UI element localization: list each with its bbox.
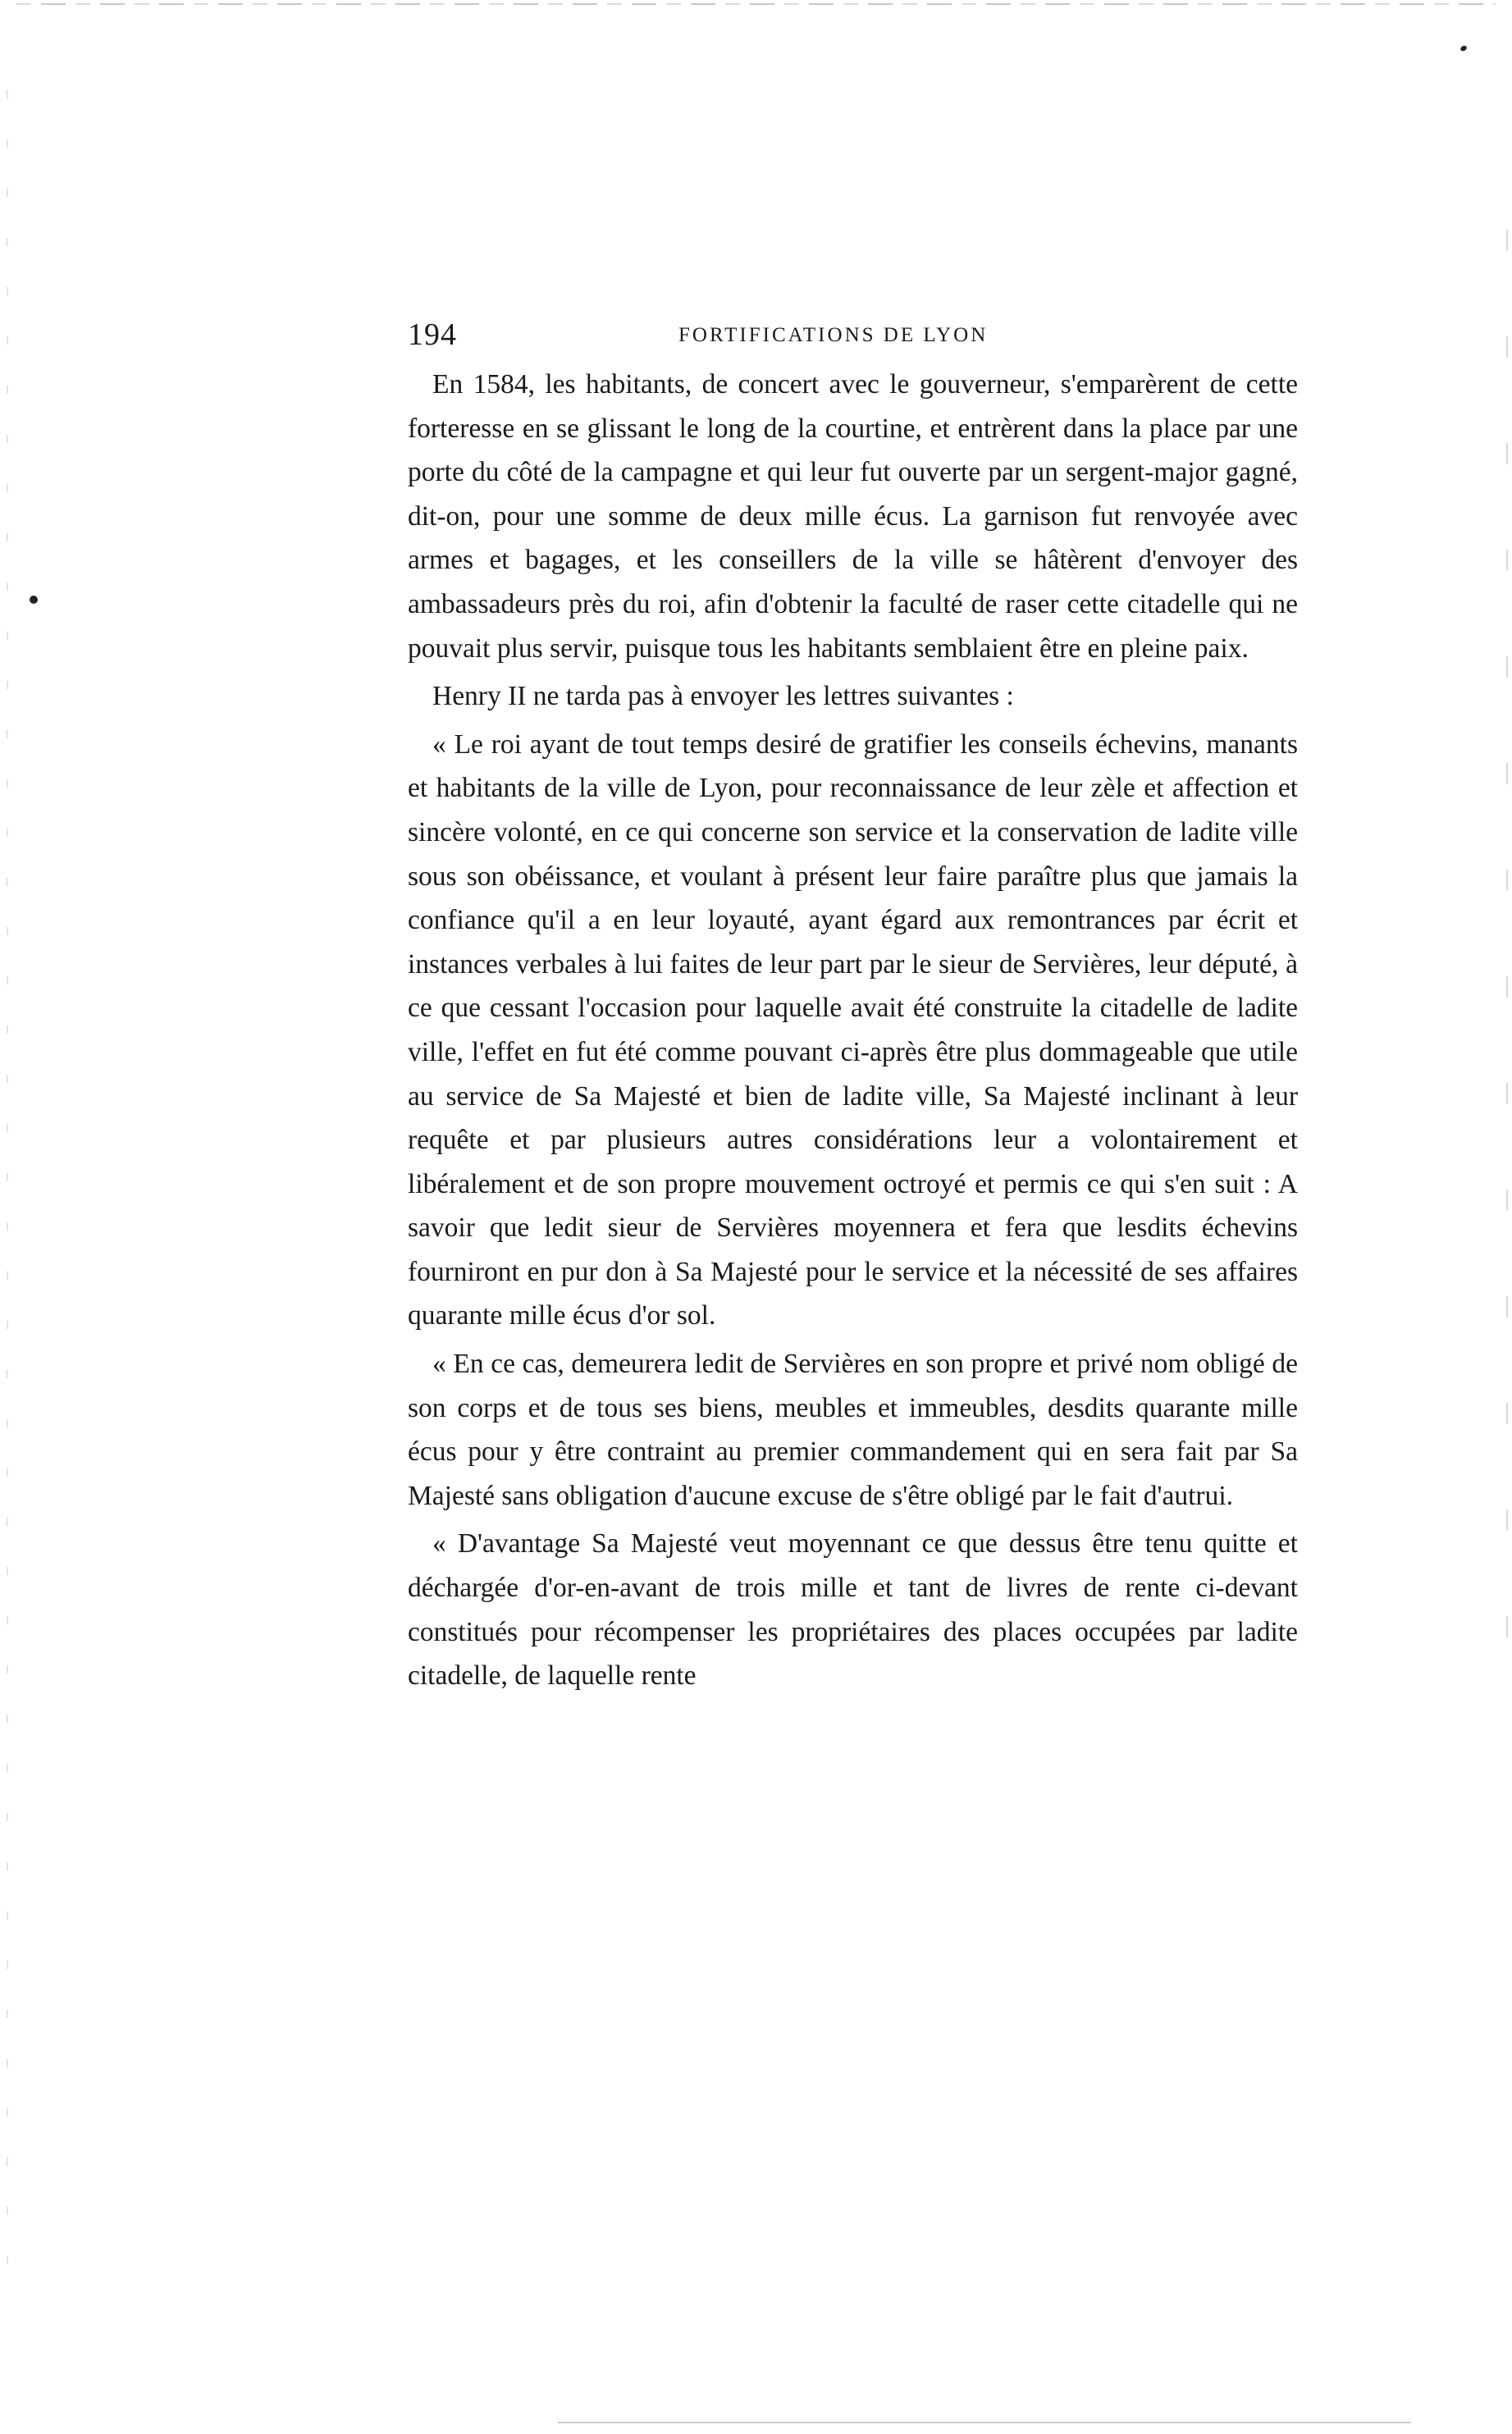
paragraph: « D'avantage Sa Majesté veut moyennant ce que dessus être tenu quitte et déchargée d'or-en-avant de trois mille et tant de livres de rente ci-devant constitués pour récompenser les propriétaires des places occupées par ladite citadelle, de laquelle rente — [408, 1528, 1298, 1692]
page-number: 194 — [408, 317, 457, 352]
scan-edge-bottom — [558, 2422, 1411, 2423]
body-text — [408, 363, 1298, 1698]
paragraph: « Le roi ayant de tout temps desiré de gratifier les conseils échevins, manants et habitants de la ville de Lyon, pour reconnaissance de leur zèle et affection et sincère volonté, en ce qui concerne son service et la conservation de ladite ville sous son obéissance, et voulant à présent leur faire paraître plus que jamais la confiance qu'il a en leur loyauté, ayant égard aux remontrances par écrit et instances verbales à lui faites de leur part par le sieur de Servières, leur député, à ce que cessant l'occasion pour laquelle avait été construite la citadelle de ladite ville, l'effet en fut été comme pouvant ci-après être plus dommageable que utile au service de Sa Majesté et bien de ladite ville, Sa Majesté inclinant à leur requête et par plusieurs autres considérations leur a volontairement et libéralement et de son propre mouvement octroyé et permis ce qui s'en suit : A savoir que ledit sieur de Servières moyennera et fera que lesdits échevins fourniront en pur don à Sa Majesté pour le service et la nécessité de ses affaires quarante mille écus d'or sol. — [408, 728, 1298, 1331]
scan-edge-top — [16, 3, 1496, 5]
ink-speck — [30, 596, 38, 604]
paragraph: En 1584, les habitants, de concert avec le gouverneur, s'emparèrent de cette forteresse en se glissant le long de la courtine, et entrèrent dans la place par une porte du côté de la campagne et qui leur fut ouverte par un sergent-major gagné, dit-on, pour une somme de deux mille écus. La garnison fut renvoyée avec armes et bagages, et les conseillers de la ville se hâtèrent d'envoyer des ambassadeurs près du roi, afin d'obtenir la faculté de raser cette citadelle qui ne pouvait plus servir, puisque tous les habitants semblaient être en pleine paix. — [408, 369, 1298, 664]
paragraph: Henry II ne tarda pas à envoyer les lettres suivantes : — [432, 681, 1014, 712]
scan-edge-left — [7, 90, 8, 2305]
paragraph: « En ce cas, demeurera ledit de Servières en son propre et privé nom obligé de son corps et de tous ses biens, meubles et immeubles, desdits quarante mille écus pour y être contraint au premier commandement qui en sera fait par Sa Majesté sans obligation d'aucune excuse de s'être obligé par le fait d'autrui. — [408, 1349, 1298, 1511]
page-header — [408, 317, 1298, 353]
scan-edge-right — [1506, 230, 1508, 1706]
ink-speck — [1459, 44, 1468, 52]
running-title: FORTIFICATIONS DE LYON — [678, 324, 989, 346]
